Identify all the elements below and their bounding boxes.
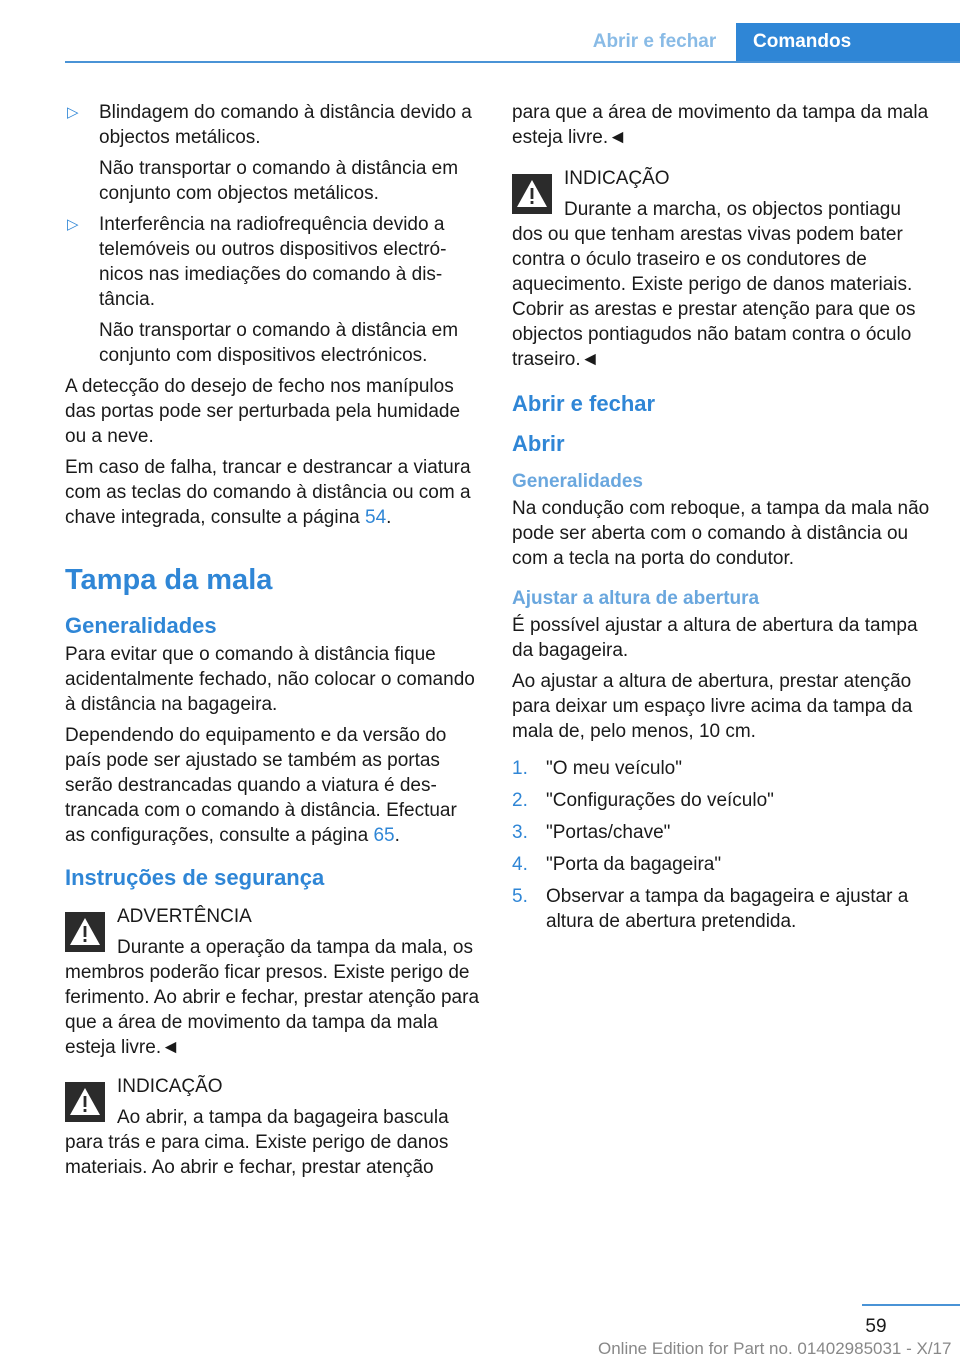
heading-safety: Instruções de segurança (65, 865, 325, 890)
paragraph-text: . (386, 507, 392, 528)
warning-triangle-icon (65, 912, 105, 952)
header-rule (65, 61, 960, 63)
heading-general: Generalidades (65, 613, 217, 638)
footer-rule (862, 1304, 960, 1306)
notice-block (512, 166, 930, 372)
footer-edition: Online Edition for Part no. 01402985031 - X/17 (598, 1339, 952, 1358)
warning-text: membros poderão ficar presos. Existe perigo de ferimento. Ao abrir e fechar, prestar atenção para que a área de movimento da tampa da mala esteja livre.◄ (65, 962, 480, 1058)
triangle-right-icon: ▷ (67, 104, 79, 121)
notice-title: INDICAÇÃO (564, 168, 670, 189)
notice-text: dos ou que tenham arestas vivas podem bater contra o óculo traseiro e os condutores de aquecimento. Existe perigo de danos materiais. Cobrir as arestas e prestar atenção para que os objectos pontiagudos não batam contra o óculo traseiro.◄ (512, 224, 916, 370)
bullet-text: Não transportar o comando à distância em conjunto com dispositivos electrónicos. (99, 320, 459, 366)
paragraph-text: Em caso de falha, trancar e destrancar a viatura com as teclas do comando à distância ou com a chave integrada, consulte a página (65, 457, 471, 528)
bullet-text: Interferência na radiofrequência devido a telemóveis ou outros dispositivos electrónicos nas imediações do comando à distância. (99, 214, 447, 310)
paragraph-continued: para que a área de movimento da tampa da mala esteja livre.◄ (512, 102, 929, 148)
triangle-right-icon: ▷ (67, 216, 79, 233)
notice-title: INDICAÇÃO (117, 1076, 223, 1097)
bullet-text: Não transportar o comando à distância em conjunto com objectos metálicos. (99, 158, 459, 204)
notice-text: Durante a marcha, os objectos pontiagu (564, 199, 901, 220)
header-section-tab: Abrir e fechar (592, 31, 717, 52)
paragraph-adjust-1: É possível ajustar a altura de abertura da tampa da bagageira. (512, 615, 918, 661)
page-link-65[interactable]: 65 (373, 825, 395, 846)
page-link-54[interactable]: 54 (365, 507, 387, 528)
step-text: "O meu veículo" (546, 758, 682, 779)
step-text: "Portas/chave" (546, 822, 671, 843)
list-item (512, 852, 930, 877)
warning-text: Durante a operação da tampa da mala, os (117, 937, 473, 958)
heading-open: Abrir (512, 431, 565, 456)
left-column (65, 100, 481, 1194)
paragraph-general: Na condução com reboque, a tampa da mala não pode ser aberta com o comando à distância ou com a tecla na porta do condutor. (512, 498, 930, 569)
step-number: 5. (512, 886, 528, 907)
warning-triangle-icon (65, 1082, 105, 1122)
notice-text: para trás e para cima. Existe perigo de danos materiais. Ao abrir e fechar, prestar atenção (65, 1132, 449, 1178)
warning-title: ADVERTÊNCIA (117, 906, 252, 927)
list-item (512, 756, 930, 781)
right-column (512, 100, 930, 941)
paragraph-general-2 (65, 723, 481, 848)
step-number: 1. (512, 758, 528, 779)
list-item (512, 820, 930, 845)
heading-open-close: Abrir e fechar (512, 391, 656, 416)
header-chapter-tab: Comandos (736, 23, 960, 61)
list-item (512, 788, 930, 813)
step-number: 3. (512, 822, 528, 843)
heading-trunk-lid: Tampa da mala (65, 564, 273, 596)
bullet-item (65, 100, 481, 206)
step-number: 2. (512, 790, 528, 811)
bullet-item (65, 212, 481, 368)
warning-triangle-icon (512, 174, 552, 214)
paragraph-general-1: Para evitar que o comando à distância fique acidentalmente fechado, não colocar o comando à distância na bagageira. (65, 644, 475, 715)
heading-adjust-height: Ajustar a altura de abertura (512, 588, 760, 609)
page-number: 59 (865, 1316, 887, 1337)
step-number: 4. (512, 854, 528, 875)
steps-list (512, 756, 930, 934)
step-text: "Configurações do veículo" (546, 790, 774, 811)
list-item (512, 884, 930, 934)
paragraph-text: . (394, 825, 400, 846)
paragraph-failure (65, 455, 481, 530)
paragraph-detection: A detecção do desejo de fecho nos manípulos das portas pode ser perturbada pela humidade ou a neve. (65, 376, 461, 447)
step-text: "Porta da bagageira" (546, 854, 722, 875)
step-text: Observar a tampa da bagageira e ajustar a altura de abertura pretendida. (546, 886, 909, 932)
heading-general: Generalidades (512, 471, 643, 492)
paragraph-text: Dependendo do equipamento e da versão do país pode ser ajustado se também as portas serão destrancadas quando a viatura é destrancada com o comando à distância. Efectuar as configurações, consulte a página (65, 725, 457, 846)
bullet-text: Blindagem do comando à distância devido a objectos metálicos. (99, 102, 472, 148)
notice-text: Ao abrir, a tampa da bagageira bascula (117, 1107, 449, 1128)
notice-block (65, 1074, 481, 1180)
paragraph-adjust-2: Ao ajustar a altura de abertura, prestar atenção para deixar um espaço livre acima da tampa da mala de, pelo menos, 10 cm. (512, 671, 913, 742)
warning-block (65, 904, 481, 1060)
